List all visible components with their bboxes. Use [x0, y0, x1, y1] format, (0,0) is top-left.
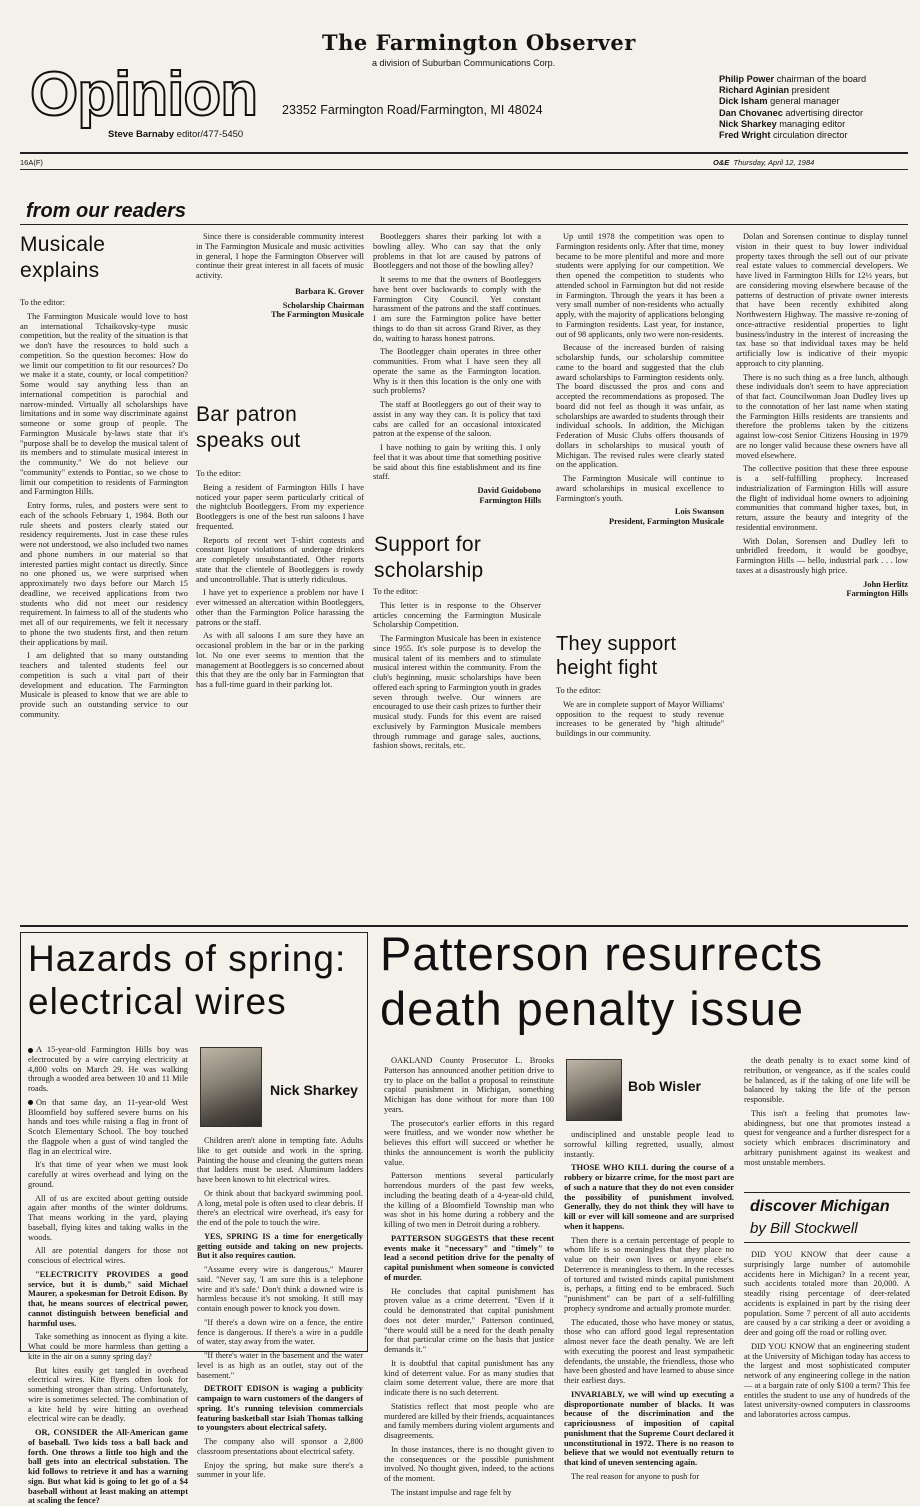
page-number: 16A(F)	[20, 158, 43, 167]
paragraph: The Bootlegger chain operates in three other communities. From what I have seen they all operate the same as the Farmington location. Why is it then this location is the only one with such problems?	[373, 347, 541, 396]
paragraph: All of us are excited about getting outside again after months of the winter doldrums. That means working in the yard, playing baseball, flying kites and taking walks in the woods.	[28, 1193, 188, 1242]
paragraph: Statistics reflect that most people who are murdered are killed by their friends, acquaintances and family members during violent arguments and disagreements.	[384, 1401, 554, 1440]
paragraph: Or think about that backyard swimming pool. A long, metal pole is often used to clear debris. If there's an electrical wire overhead, it's easy for the end of the pole to touch the wire.	[197, 1188, 363, 1227]
paragraph: DID YOU KNOW that an engineering student at the University of Michigan today has access to the largest and most sophisticated computer network of any engineering college in the nation — at a bargain rate of only $100 a term? This fee entitles the student to use any of hundreds of the latest university-owned computers in classrooms and laboratories across campus.	[744, 1341, 910, 1419]
patterson-col-1	[384, 1056, 554, 1497]
paragraph: PATTERSON SUGGESTS that these recent events make it "necessary" and "timely" to lead a second petition drive for the penalty of capital punishment when someone is convicted of murder.	[384, 1233, 554, 1282]
paragraph: Reports of recent wet T-shirt contests and constant liquor violations of underage drinkers are completely unsubstantiated. Other reports state that the clientele of Bootleggers is rowdy and uncontrollable. That is utterly ridiculous.	[196, 535, 364, 584]
readers-rule	[20, 224, 908, 225]
height-headline: They support height fight	[556, 633, 677, 680]
salutation: To the editor:	[196, 469, 241, 478]
paragraph: But kites easily get tangled in overhead electrical wires. Kite flyers often look for something stronger than string. Unfortunately, wire is sometimes selected. The combination of a kite held by wire hitting an overhead electrical wire can be deadly.	[28, 1365, 188, 1424]
dateline-paper: O&E	[713, 158, 730, 167]
dateline-rule	[20, 169, 908, 170]
paragraph: Since there is considerable community interest in The Farmington Musicale and music activities in general, I hope the Farmington Observer will continue their great interest in all facets of music activity.	[196, 232, 364, 280]
staff-row	[719, 74, 914, 85]
musicale-letter	[20, 298, 188, 918]
paragraph: The instant impulse and rage felt by	[391, 1487, 512, 1497]
scholarship-letter-cont	[556, 232, 724, 624]
patterson-col-2	[564, 1130, 734, 1481]
editor-name: Steve Barnaby	[108, 129, 175, 140]
signature-place: Farmington Hills	[479, 495, 541, 505]
paragraph: "Assume every wire is dangerous," Maurer said. "Never say, 'I am sure this is a telephone wire and it's safe.' Don't think a downed wire is harmless because it's not smoking. It still may contain enough power to knock you down.	[197, 1265, 363, 1313]
paragraph: The Farmington Musicale would love to host an international Tchaikovsky-type music competition, but the reality of the situation is that we don't have the resources to hold such a competition. So the question becomes: How do we limit our competition to fit our resources? Do we make it a state, county, or local competition? Some would say anything less than an international competition is parochial and narrow-minded. Virtually all scholarships have limitations and in some way discriminate against someone or some group of people. The Farmington Musicale by-laws state that it's "purpose shall be to develop the musical talent of its members and to stimulate musical interest in the community." We do not believe our "community" extends to Pontiac, so we chose to limit our competition to residents of Farmington and Farmington Hills.	[20, 311, 188, 497]
staff-role: managing editor	[779, 118, 846, 129]
paragraph: He concludes that capital punishment has proven value as a crime deterrent. "Even if it could be demonstrated that capital punishment does not deter murder," Patterson continued, "there would still be a need for the death penalty for that particular crime on the basis that justice demands it."	[384, 1286, 554, 1354]
scholarship-headline: Support for scholarship	[374, 533, 484, 582]
paragraph: This isn't a feeling that promotes law-abidingness, but one that promotes instead a quest for vengeance and a further disrespect for a society which embraces discriminatory and arbitrary punishment against its weakest and most unstable members.	[744, 1108, 910, 1167]
paragraph: As with all saloons I am sure they have an occasional problem in the bar or in the parking lot. No one ever seems to mention that the management at Bootleggers is so concerned about this that they are the only bar in Farmington that has a full-time guard in their parking lot.	[196, 631, 364, 689]
staff-role: president	[791, 85, 830, 96]
salutation: To the editor:	[556, 686, 601, 695]
division-line: a division of Suburban Communications Corp.	[372, 58, 556, 68]
paragraph: Up until 1978 the competition was open to Farmington residents only. After that time, money became to be more plentiful and more and more students were applying for our competition. We then opened the competition to students who attended school in Farmington but did not reside in Farmington. Through the years it has been a very small number of non-residents who actually apply, with the majority of applications belonging to Farmington residents. Last year, for instance, out of 98 applicants, only two were non-residents.	[556, 232, 724, 339]
signature-name: David Guidobono	[477, 486, 541, 495]
paragraph: Take something as innocent as flying a kite. What could be more harmless than getting a kite in the air on a sunny spring day?	[28, 1332, 188, 1361]
sharkey-photo	[200, 1047, 262, 1127]
signature-org: The Farmington Musicale	[270, 310, 364, 320]
hazards-col-2	[197, 1136, 363, 1480]
staff-row	[719, 96, 914, 107]
staff-box	[719, 74, 914, 141]
paragraph: All are potential dangers for those not conscious of electrical wires.	[28, 1246, 188, 1265]
paragraph: YES, SPRING IS a time for energetically getting outside and taking on new projects. But it also requires caution.	[197, 1231, 363, 1261]
editor-phone: editor/477-5450	[176, 129, 244, 140]
signature-place: Farmington Hills	[846, 589, 908, 599]
paragraph: DID YOU KNOW that deer cause a surprisingly large number of automobile accidents here in Michigan? In a recent year, such accidents totaled more than 20,000. A steadily rising percentage of deer-related accidents is explained in part by the rising deer population. Some 7 percent of all auto accidents are caused by a car striking a deer or avoiding a deer and going off the road or rolling over.	[744, 1250, 910, 1337]
paragraph: There is no such thing as a free lunch, although these individuals don't seem to have appreciation of that fact. Councilwoman Joan Dudley lives up to the connotation of her last name when stating the Farmington Hills residents are transients and therefore the problems taken by the citizens against low-cost Senior Citizens Housing in 1979 are no longer valid because these owners have all moved elsewhere.	[736, 372, 908, 460]
hazards-headline: Hazards of spring: electrical wires	[28, 938, 347, 1022]
paragraph: With Dolan, Sorensen and Dudley left to unbridled freedom, it would be goodbye, Farmington Hills — hello, industrial park . . . low taxes at a disastrously high price.	[736, 536, 908, 575]
staff-role: general manager	[770, 96, 840, 107]
paragraph: It's that time of year when we must look carefully at wires overhead and lying on the ground.	[28, 1160, 188, 1189]
address: 23352 Farmington Road/Farmington, MI 48024	[282, 103, 543, 117]
paragraph: The collective position that these three espouse is a self-fulfilling prophecy. Increased industrialization of Farmington Hills will assure the flight of individual home owners to adjoining communities that command higher taxes, but, in return, assure the beauty and integrity of the residential environment.	[736, 464, 908, 532]
michigan-column	[744, 1250, 910, 1419]
staff-row	[719, 108, 914, 119]
dateline-date: Thursday, April 12, 1984	[733, 158, 815, 167]
paragraph: INVARIABLY, we will wind up executing a disproportionate number of blacks. It was because of the discrimination and the capriciousness of imposition of capital punishment that the Supreme Court declared it unconstitutional in 1972. There is no reason to believe that we would not eventually return to that kind of uneven sentencing again.	[564, 1389, 734, 1467]
bullet-text: A 15-year-old Farmington Hills boy was electrocuted by a wire carrying electricity at 4,800 volts on March 29. He was walking through a wooded area between 10 and 11 Mile roads.	[28, 1045, 188, 1093]
paragraph: Children aren't alone in tempting fate. Adults like to get outside and work in the spring. Painting the house and cleaning the gutters mean that ladders must be used. Aluminum ladders have been known to hit electrical wires.	[197, 1136, 363, 1184]
staff-row	[719, 85, 914, 96]
paragraph: "ELECTRICITY PROVIDES a good service, but it is dumb," said Michael Maurer, a spokesman for Detroit Edison. By that, he means sources of electrical power, cannot distinguish between beneficial and harmful uses.	[28, 1269, 188, 1328]
staff-name: Richard Aginian	[719, 85, 790, 96]
columnist-name: Nick Sharkey	[270, 1082, 358, 1098]
staff-row	[719, 119, 914, 130]
patterson-col-3	[744, 1056, 910, 1186]
paragraph: I have yet to experience a problem nor have I ever witnessed an altercation within Bootleggers, other than the Farmington Police harassing the patrons or the staff.	[196, 588, 364, 627]
bar-patron-letter-cont	[373, 232, 541, 522]
paragraph: In those instances, there is no thought given to the consequences or the possible punishment involved. No thought given, indeed, to the actions of the moment.	[384, 1444, 554, 1483]
bullet-text: On that same day, an 11-year-old West Bloomfield boy suffered severe burns on his hands and toes while raising a flag in front of Scotch Elementary School. The boy touched the flagpole when a gust of wind tangled the flag in an electrical wire.	[28, 1097, 188, 1156]
michigan-rule-bottom	[744, 1242, 910, 1243]
signature-title: President, Farmington Musicale	[609, 517, 724, 526]
paragraph: "If there's water in the basement and the water level is as high as an outlet, stay out of the basement."	[197, 1351, 363, 1380]
signature-name: John Herlitz	[863, 579, 908, 589]
paragraph: "If there's a down wire on a fence, the entire fence is dangerous. If there's a wire in a puddle of water, stay away from the water.	[197, 1317, 363, 1347]
scholarship-letter	[373, 587, 541, 917]
paragraph: I am delighted that so many outstanding teachers and talented students feel our competition is such a vital part of their development and education. The Farmington Musicale is pleased to know that we are able to provide such an outstanding service to our community.	[20, 651, 188, 719]
columnist-name: Bob Wisler	[628, 1078, 701, 1094]
paragraph: Because of the increased burden of raising scholarship funds, our scholarship committee came to the board and suggested that the club award scholarships to Farmington residents only. The board discussed the pros and cons and accepted the recommendations as proposed. The board did not feel as though it was unfair, as scholarships are awarded to students through their individual schools. In addition, the Michigan Federation of Music Clubs offers thousands of dollars in scholarships to musical youth of Michigan. The revised rules were clearly stated on the application.	[556, 343, 724, 470]
michigan-headline: discover Michigan	[750, 1198, 890, 1215]
bullet-icon	[28, 1048, 33, 1053]
michigan-byline: by Bill Stockwell	[750, 1220, 858, 1237]
salutation: To the editor:	[20, 298, 65, 307]
paragraph: the death penalty is to exact some kind of retribution, or vengeance, as if the scales could be balanced, as if the taking of one life will be balanced by taking the life of the person responsible.	[744, 1056, 910, 1104]
paragraph: Dolan and Sorensen continue to display tunnel vision in their quest to buy lower individual property taxes through the sell out of our private real estate values to commercial developers. We have lived in Farmington Hills for 12½ years, but are considering moving elsewhere because of the patterns of destruction of private owner interests that have been recently exhibited along Northwestern Highway. The massive re-zoning of once-attractive residential properties to light business/industry in the interest of increasing the tax base so that individual taxes may be held artificially low is indicative of their myopic approach to city planning.	[736, 232, 908, 368]
michigan-rule-top	[744, 1192, 910, 1193]
bar-patron-headline: Bar patron speaks out	[196, 403, 301, 452]
signature-name: Lois Swanson	[674, 507, 724, 517]
paragraph: Being a resident of Farmington Hills I have noticed your paper seem particularly critical of the nightclub Bootleggers. From my experience Bootleggers is one of the best run saloons I have frequented.	[196, 482, 364, 531]
hazards-col-1	[28, 1045, 188, 1506]
paragraph: The Farmington Musicale will continue to award scholarships in musical excellence to Farmington's youth.	[556, 474, 724, 503]
staff-role: chairman of the board	[776, 74, 867, 84]
paragraph: The Farmington Musicale has been in existence since 1955. It's sole purpose is to develop the musical talent of its members and to stimulate musical interest within the community. From the club's beginning, music scholarships have been offered each spring to Farmington youth in grades seven through twelve. Our winners are encouraged to use their cash prizes to further their musical study. Funds for this event are raised exclusively by Farmington Musicale members through rummage and garage sales, auctions, fashion shows, recitals, etc.	[373, 634, 542, 751]
staff-name: Fred Wright	[719, 130, 771, 141]
paragraph: OAKLAND County Prosecutor L. Brooks Patterson has announced another petition drive to try to place on the ballot a proposal to reinstitute capital punishment in Michigan, something Michigan has done without for more than 100 years.	[384, 1056, 554, 1114]
musicale-headline: Musicale explains	[20, 233, 106, 282]
masthead-rule	[20, 152, 908, 154]
paragraph: Then there is a certain percentage of people to whom life is so meaningless that they place no value on their own lives or anyone else's. Deterrence is meaningless to them. In the recesses of tortured and twisted minds capital punishment is, perhaps, a fitting end to be embraced. Such "punishment" can be part of a self-fulfilling prophecy syndrome and actually promote murder.	[564, 1235, 734, 1313]
paragraph: Patterson mentions several particularly horrendous murders of the past few weeks, including the beating death of a 4-year-old child, the killing of a Bloomfield Township man who was shot in his home during a robbery and the killing of two men in Detroit during a robbery.	[384, 1171, 554, 1229]
readers-label: from our readers	[26, 200, 187, 222]
patterson-headline: Patterson resurrects death penalty issue	[380, 927, 824, 1036]
paragraph: It is doubtful that capital punishment has any kind of deterrent value. For as many studies that claim some deterrent value, there are more that indicate there is no such deterrent.	[384, 1358, 554, 1397]
paragraph: THOSE WHO KILL during the course of a robbery or bizarre crime, for the most part are of such a nature that they do not even consider the possibility of punishment involved. Generally, they do not think they will have to kill or ever will kill someone and are surprised when it happens.	[564, 1163, 734, 1231]
paragraph: Entry forms, rules, and posters were sent to each of the schools February 1, 1984. Both our rule sheets and posters clearly stated our residency requirements. Just in case these rules were not understood, we also included two names and phone numbers in our material so that interested parties might contact us directly. Since no one phoned us, we were surprised when approximately two days before our March 15 deadline, we received applications from two students who did not meet our residency requirement. In fairness to all of the students who met all of our requirements, we felt it necessary to phone the two students first, and then return their applications by mail.	[20, 501, 188, 647]
staff-name: Dan Chovanec	[719, 107, 783, 118]
dateline	[713, 158, 814, 167]
wisler-photo	[566, 1059, 622, 1121]
staff-name: Dick Isham	[719, 96, 768, 107]
paragraph: The company also will sponsor a 2,800 classroom presentations about electrical safety.	[197, 1437, 363, 1456]
paragraph: The educated, those who have money or status, those who can afford good legal representation almost never face the death penalty. We are left with executing the poorest and least sympathetic defendants, the unstable, the friendless, those who have been ghosted and have learned to abuse since their earliest days.	[564, 1317, 734, 1385]
section-title: Opinion	[30, 60, 258, 129]
salutation: To the editor:	[373, 587, 418, 596]
height-letter	[556, 686, 724, 916]
paragraph: Bootleggers shares their parking lot with a bowling alley. Who can say that the only problems in that lot are caused by patrons of Bootleggers and not those of the bowling alley?	[373, 232, 541, 271]
signature-title: Scholarship Chairman	[282, 300, 364, 310]
staff-name: Nick Sharkey	[719, 118, 777, 129]
paragraph: DETROIT EDISON is waging a publicity campaign to warn customers of the dangers of spring. It's running television commercials featuring basketball star Isiah Thomas talking to youngsters about electrical safety.	[197, 1384, 363, 1433]
paragraph: The prosecutor's earlier efforts in this regard were fruitless, and we wonder now whether he believes this effort will succeed or whether he thinks the announcement is worth the publicity value.	[384, 1118, 554, 1167]
musicale-letter-cont	[196, 232, 364, 380]
paragraph: OR, CONSIDER the All-American game of baseball. Two kids toss a ball back and forth. One throws a little too high and the ball gets into an electrical substation. The kid follows to retrieve it and has a warning sign. But what kid is going to let go of a $4 baseball without at least making an attempt at scaling the fence?	[28, 1428, 188, 1506]
bullet-icon	[28, 1100, 33, 1105]
staff-role: circulation director	[772, 130, 848, 141]
editor-credit	[108, 129, 243, 140]
paragraph: Enjoy the spring, but make sure there's a summer in your life.	[197, 1460, 363, 1480]
paper-name: The Farmington Observer	[322, 30, 636, 55]
paragraph: undisciplined and unstable people lead to sorrowful killing regretted, usually, almost instantly.	[564, 1130, 734, 1159]
signature-name: Barbara K. Grover	[295, 286, 364, 296]
bar-patron-letter	[196, 469, 364, 916]
paragraph: The staff at Bootleggers go out of their way to assist in any way they can. It is policy that taxi cabs are called for an occasional intoxicated patron at the expense of the saloon.	[373, 400, 541, 439]
height-letter-cont	[736, 232, 908, 917]
staff-name: Philip Power	[719, 74, 775, 84]
staff-row	[719, 130, 914, 141]
paragraph: We are in complete support of Mayor Williams' opposition to the request to study revenue increases to be generated by "high altitude" buildings in our community.	[556, 699, 724, 738]
paragraph: I have nothing to gain by writing this. I only feel that it was about time that something positive be said about this fine establishment and its fine staff.	[373, 443, 541, 482]
paragraph: It seems to me that the owners of Bootleggers have bent over backwards to comply with the Farmington City Council. Yet constant harassment of the patrons and the staff continues. I am sure the Farmington police have better things to do than sit across Grand River, as they do, waiting to harass honest patrons.	[373, 275, 541, 343]
staff-role: advertising director	[785, 107, 864, 118]
paragraph: This letter is in response to the Observer articles concerning the Farmington Musicale Scholarship Competition.	[373, 600, 541, 630]
paragraph: The real reason for anyone to push for	[571, 1471, 700, 1481]
